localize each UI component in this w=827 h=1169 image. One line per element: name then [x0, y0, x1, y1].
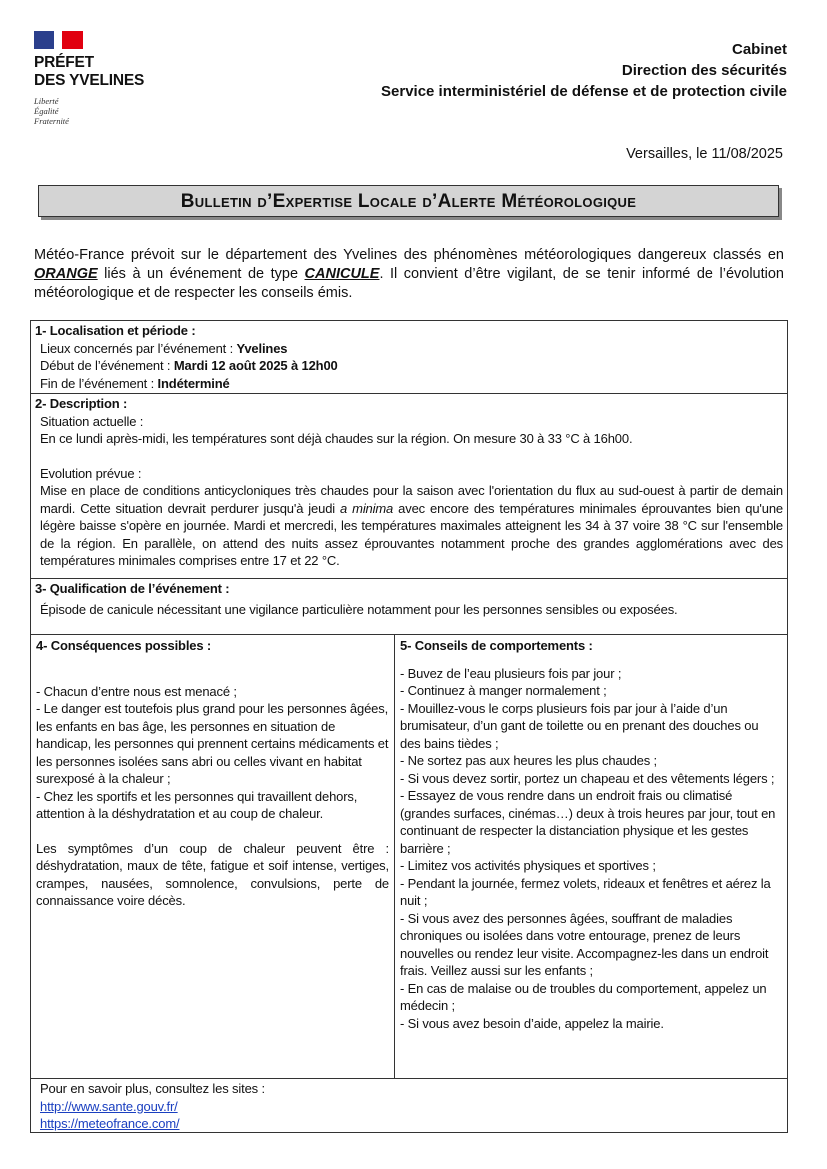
motto-3: Fraternité	[34, 116, 69, 126]
value: Indéterminé	[157, 375, 230, 391]
evo-italic: a minima	[340, 500, 394, 516]
section-heading: 4- Conséquences possibles :	[36, 638, 212, 653]
section-qualification	[31, 579, 787, 635]
advice-item: - Continuez à manger normalement ;	[400, 683, 607, 698]
advice-item: - Si vous devez sortir, portez un chapeau et des vêtements légers ;	[400, 770, 775, 786]
consequence-item: - Chacun d’entre nous est menacé ;	[36, 683, 237, 699]
consequence-item: - Le danger est toutefois plus grand pour les personnes âgées, les enfants en bas âge, les personnes en situation de handicap, les personnes qui prennent certains médicaments et les personnes isolées sans abri ou celles vivant en habitat surexposé à la chaleur ;	[36, 701, 389, 786]
conseils-cell	[395, 635, 787, 1078]
intro-paragraph	[34, 246, 784, 303]
advice-item: - Pendant la journée, fermez volets, rideaux et fenêtres et aérez la nuit ;	[400, 875, 771, 908]
motto-1: Liberté	[34, 96, 59, 106]
section-heading: 3- Qualification de l’événement :	[35, 581, 230, 596]
evolution-text	[35, 482, 783, 570]
date: Versailles, le 11/08/2025	[626, 146, 783, 162]
label: Lieux concernés par l’événement :	[40, 340, 237, 356]
intro-b: liés à un événement de type	[97, 266, 305, 282]
consequence-item: - Chez les sportifs et les personnes qui travaillent dehors, attention à la déshydratation et au coup de chaleur.	[36, 788, 358, 821]
bulletin-table	[30, 320, 788, 1133]
prefecture-logo	[34, 31, 144, 126]
advice-item: - Si vous avez des personnes âgées, souffrant de maladies chroniques ou isolées dans votre entourage, prenez de leurs nouvelles ou rendez leur visite. Accompagnez-les dans un endroit frais. Veillez aussi sur les enfants ;	[400, 910, 769, 978]
evo-b: avec encore des températures minimales éprouvantes bien qu'une légère baisse s'opère en journée. Mardi et mercredi, les températures maximales atteignent les 34 à 37 voire 38 °C sur l'ensemble de la région. En parallèle, on attend des nuits assez éprouvantes notamment proche des grandes agglomérations avec des températures minimales comprises entre 17 et 22 °C.	[40, 500, 783, 568]
advice-item: - Ne sortez pas aux heures les plus chaudes ;	[400, 753, 658, 768]
sender-header	[381, 39, 787, 102]
section-heading: 1- Localisation et période :	[35, 323, 196, 338]
value: Mardi 12 août 2025 à 12h00	[173, 358, 338, 373]
intro-a: Météo-France prévoit sur le département des Yvelines des phénomènes météorologiques dangereux classés en	[34, 247, 784, 263]
section-localisation	[31, 321, 787, 394]
document-title: Bulletin d’Expertise Locale d’Alerte Météorologique	[38, 185, 779, 217]
consequences-cell	[31, 635, 395, 1078]
debut-line	[35, 357, 783, 375]
logo-line1: PRÉFET	[34, 54, 94, 71]
label: Début de l’événement :	[40, 358, 174, 373]
alert-type: CANICULE	[304, 266, 380, 282]
section-consequences-conseils	[31, 635, 787, 1079]
value: Yvelines	[236, 340, 288, 356]
qualification-text: Épisode de canicule nécessitant une vigilance particulière notamment pour les personnes sensibles ou exposées.	[40, 601, 678, 617]
section-heading: 5- Conseils de comportements :	[400, 638, 593, 653]
header-line1: Cabinet	[731, 41, 787, 58]
motto	[34, 96, 144, 126]
advice-item: - Mouillez-vous le corps plusieurs fois par jour à l’aide d’un brumisateur, d’un gant de toilette ou en prenant des douches ou des bains tièdes ;	[400, 700, 759, 751]
logo-text	[34, 54, 144, 90]
advice-item: - Limitez vos activités physiques et sportives ;	[400, 858, 656, 873]
motto-2: Égalité	[34, 106, 59, 116]
more-info-text: Pour en savoir plus, consultez les sites :	[40, 1081, 265, 1096]
evolution-label: Evolution prévue :	[40, 465, 142, 481]
section-more-info	[31, 1079, 787, 1132]
symptoms-text: Les symptômes d’un coup de chaleur peuvent être : déshydratation, maux de tête, fatigue et soif intense, vertiges, crampes, nausées, somnolence, convulsions, perte de connaissance voire décès.	[36, 840, 389, 908]
lieux-line	[35, 340, 783, 358]
section-description	[31, 394, 787, 579]
alert-level: ORANGE	[34, 266, 98, 282]
section-heading: 2- Description :	[35, 396, 128, 411]
advice-item: - Buvez de l’eau plusieurs fois par jour ;	[400, 665, 622, 681]
meteofrance-link[interactable]: https://meteofrance.com/	[40, 1116, 180, 1131]
advice-item: - Essayez de vous rendre dans un endroit frais ou climatisé (grandes surfaces, cinémas…) deux à trois heures par jour, tout en continuant de respecter la distanciation physique et les gestes barrière ;	[400, 788, 776, 856]
situation-label: Situation actuelle :	[40, 413, 144, 429]
advice-item: - En cas de malaise ou de troubles du comportement, appelez un médecin ;	[400, 980, 767, 1013]
label: Fin de l’événement :	[40, 375, 158, 391]
advice-item: - Si vous avez besoin d’aide, appelez la mairie.	[400, 1015, 664, 1031]
logo-line2: DES YVELINES	[34, 72, 145, 89]
sante-link[interactable]: http://www.sante.gouv.fr/	[40, 1098, 178, 1114]
intro-c: . Il convient d’être vigilant, de se tenir informé de l’évolution météorologique et de respecter les conseils émis.	[34, 266, 784, 301]
header-line3: Service interministériel de défense et de protection civile	[381, 83, 787, 100]
fin-line	[35, 375, 783, 393]
evo-a: Mise en place de conditions anticycloniques très chaudes pour la saison avec l'orientation du flux au sud-ouest à partir de demain mardi. Cette situation devrait perdurer jusqu'à jeudi	[40, 483, 783, 516]
header-line2: Direction des sécurités	[621, 62, 787, 79]
situation-text: En ce lundi après-midi, les températures sont déjà chaudes sur la région. On mesure 30 à 33 °C à 16h00.	[40, 431, 633, 446]
marianne-flag-icon	[34, 31, 83, 49]
